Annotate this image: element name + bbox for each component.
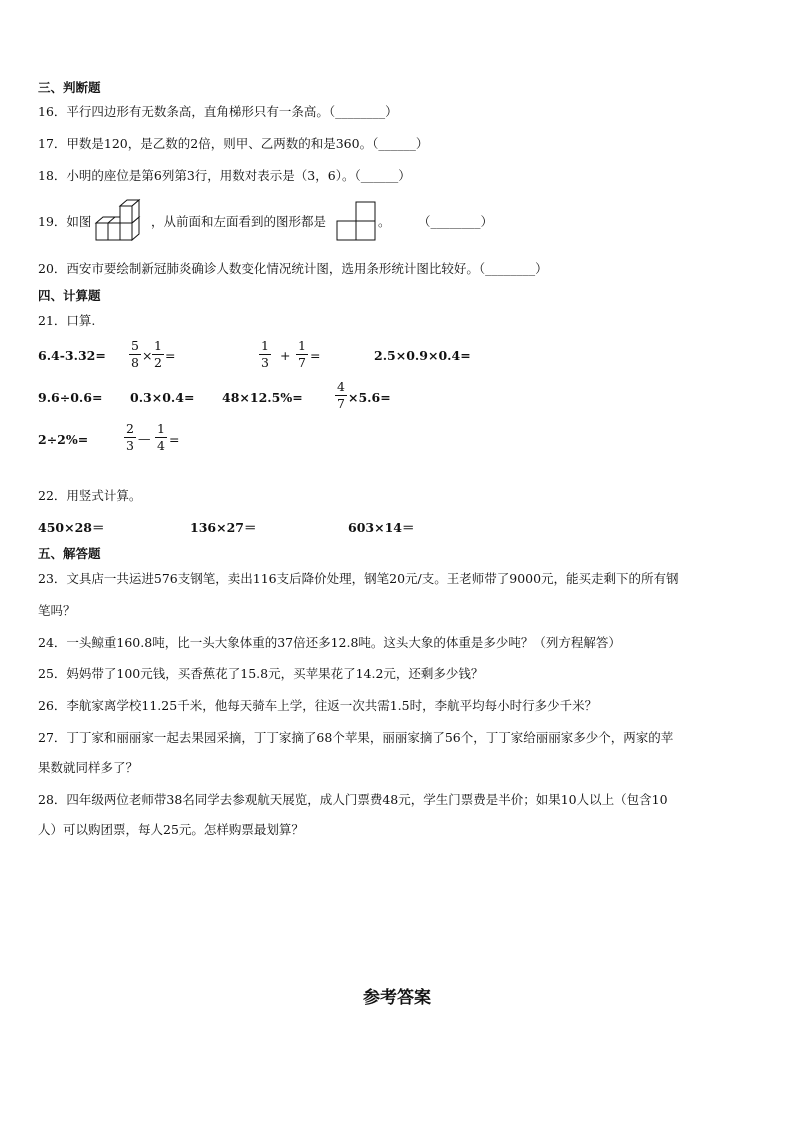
question-17: 17．甲数是120，是乙数的2倍，则甲、乙两数的和是360。（______）: [38, 136, 429, 151]
operator-equals: =: [169, 432, 180, 447]
fraction-5-8: [129, 339, 141, 370]
question-19-end: 。: [378, 214, 391, 229]
oral-expr-4: 0.3×0.4=: [130, 390, 195, 405]
denominator: 3: [126, 438, 134, 453]
question-28-line-1: 28．四年级两位老师带38名同学去参观航天展览，成人门票费48元，学生门票费是半价；如果10人以上（包含10: [38, 792, 668, 807]
question-21: 21．口算.: [38, 313, 96, 328]
denominator: 8: [131, 355, 139, 370]
view-grid-figure: [336, 201, 378, 241]
denominator: 2: [154, 355, 162, 370]
operator-plus: +: [280, 348, 291, 363]
question-19-blank: （________）: [418, 214, 494, 229]
question-27-line-1: 27．丁丁家和丽丽家一起去果园采摘，丁丁家摘了68个苹果，丽丽家摘了56个，丁丁家给丽丽家多少个，两家的苹: [38, 730, 674, 745]
oral-expr-1: 6.4-3.32=: [38, 348, 106, 363]
numerator: 1: [154, 338, 162, 353]
vertical-calc-1: 450×28＝: [38, 520, 105, 535]
fraction-1-3: [259, 339, 271, 370]
oral-expr-7: 2÷2%=: [38, 432, 89, 447]
fraction-4-7: [335, 380, 347, 411]
question-24: 24．一头鲸重160.8吨，比一头大象体重的37倍还多12.8吨。这头大象的体重是多少吨？（列方程解答）: [38, 635, 621, 650]
question-26: 26．李航家离学校11.25千米，他每天骑车上学，往返一次共需1.5时，李航平均每小时行多少千米？: [38, 698, 598, 713]
numerator: 1: [298, 338, 306, 353]
fraction-1-4: [155, 422, 167, 453]
question-27-line-2: 果数就同样多了？: [38, 760, 139, 775]
operator-minus: —: [138, 431, 151, 446]
question-28-line-2: 人）可以购团票，每人25元。怎样购票最划算？: [38, 822, 304, 837]
question-20: 20．西安市要绘制新冠肺炎确诊人数变化情况统计图，选用条形统计图比较好。（________）: [38, 261, 548, 276]
oral-expr-5: 48×12.5%=: [222, 390, 303, 405]
question-23-line-2: 笔吗？: [38, 603, 76, 618]
operator-equals: =: [310, 348, 321, 363]
question-25: 25．妈妈带了100元钱，买香蕉花了15.8元，买苹果花了14.2元，还剩多少钱？: [38, 666, 484, 681]
numerator: 4: [337, 379, 345, 394]
numerator: 5: [131, 338, 139, 353]
denominator: 4: [157, 438, 165, 453]
question-16: 16．平行四边形有无数条高，直角梯形只有一条高。（________）: [38, 104, 398, 119]
denominator: 7: [298, 355, 306, 370]
oral-expr-3: 9.6÷0.6=: [38, 390, 103, 405]
denominator: 3: [261, 355, 269, 370]
fraction-2-3: [124, 422, 136, 453]
vertical-calc-3: 603×14＝: [348, 520, 415, 535]
question-19-middle: ，从前面和左面看到的图形都是: [151, 214, 327, 229]
operator-equals: =: [165, 348, 176, 363]
numerator: 1: [261, 338, 269, 353]
section-heading-calc: 四、计算题: [38, 288, 101, 303]
section-heading-solve: 五、解答题: [38, 546, 101, 561]
numerator: 2: [126, 421, 134, 436]
fraction-1-7: [296, 339, 308, 370]
question-19-prefix: 19．如图: [38, 214, 92, 229]
cube-stack-figure: [95, 196, 151, 246]
oral-expr-2: 2.5×0.9×0.4=: [374, 348, 471, 363]
denominator: 7: [337, 396, 345, 411]
operator-times: ×: [142, 348, 153, 363]
question-22: 22．用竖式计算。: [38, 488, 142, 503]
vertical-calc-2: 136×27＝: [190, 520, 257, 535]
numerator: 1: [157, 421, 165, 436]
fraction-1-2: [152, 339, 164, 370]
section-heading-judge: 三、判断题: [38, 80, 101, 95]
answer-title: 参考答案: [363, 988, 431, 1008]
question-18: 18．小明的座位是第6列第3行，用数对表示是（3，6）。（______）: [38, 168, 411, 183]
question-23-line-1: 23．文具店一共运进576支钢笔，卖出116支后降价处理，钢笔20元/支。王老师带了9000元，能买走剩下的所有钢: [38, 571, 679, 586]
oral-expr-6-tail: ×5.6=: [348, 390, 391, 405]
